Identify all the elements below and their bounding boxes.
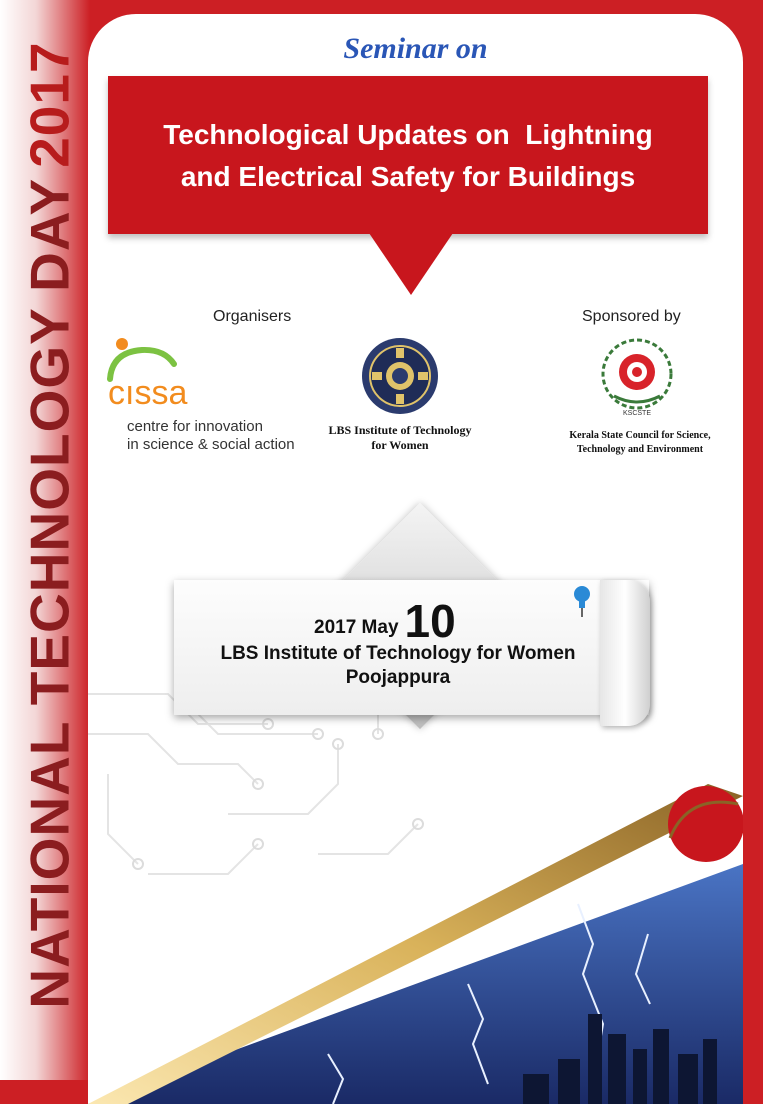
cissa-caption	[127, 418, 295, 454]
side-title-main: NATIONAL TECHNOLOGY DAY	[18, 177, 81, 1009]
sponsored-by-label: Sponsored by	[582, 308, 681, 325]
kscste-emblem-text: KSCSTE	[622, 410, 652, 417]
headline-line-1: Technological Updates on Lightning	[163, 119, 653, 150]
venue-line-1: LBS Institute of Technology for Women	[220, 643, 576, 664]
lightning-skyline-image	[88, 784, 743, 1104]
kscste-caption-line-1: Kerala State Council for Science,	[569, 430, 711, 441]
headline-line-2: and Electrical Safety for Buildings	[180, 161, 636, 192]
poster-card	[88, 14, 743, 1104]
venue-line-2: Poojappura	[345, 667, 451, 688]
side-title	[18, 41, 81, 1009]
lbs-caption	[310, 423, 490, 453]
event-venue	[88, 642, 708, 690]
event-year-month: 2017 May	[314, 617, 399, 638]
organisers-label: Organisers	[213, 308, 292, 325]
push-pin-icon	[568, 584, 598, 618]
svg-text:cıssa: cıssa	[108, 374, 188, 412]
kscste-caption	[550, 429, 730, 457]
cissa-caption-line-2: in science & social action	[127, 436, 295, 453]
lbs-caption-line-2: for Women	[371, 438, 429, 452]
kscste-emblem	[596, 336, 678, 418]
headline-pointer	[369, 233, 453, 295]
cissa-logo	[102, 334, 212, 414]
lbs-caption-line-1: LBS Institute of Technology	[328, 423, 472, 437]
event-date	[314, 595, 456, 647]
headline-text	[108, 114, 708, 198]
event-day: 10	[404, 595, 456, 647]
cissa-caption-line-1: centre for innovation	[127, 418, 263, 435]
seminar-on-label: Seminar on	[343, 32, 488, 65]
side-title-year: 2017	[18, 41, 81, 168]
kscste-caption-line-2: Technology and Environment	[576, 444, 704, 455]
headline-banner	[108, 76, 708, 234]
lbs-emblem	[360, 336, 440, 416]
